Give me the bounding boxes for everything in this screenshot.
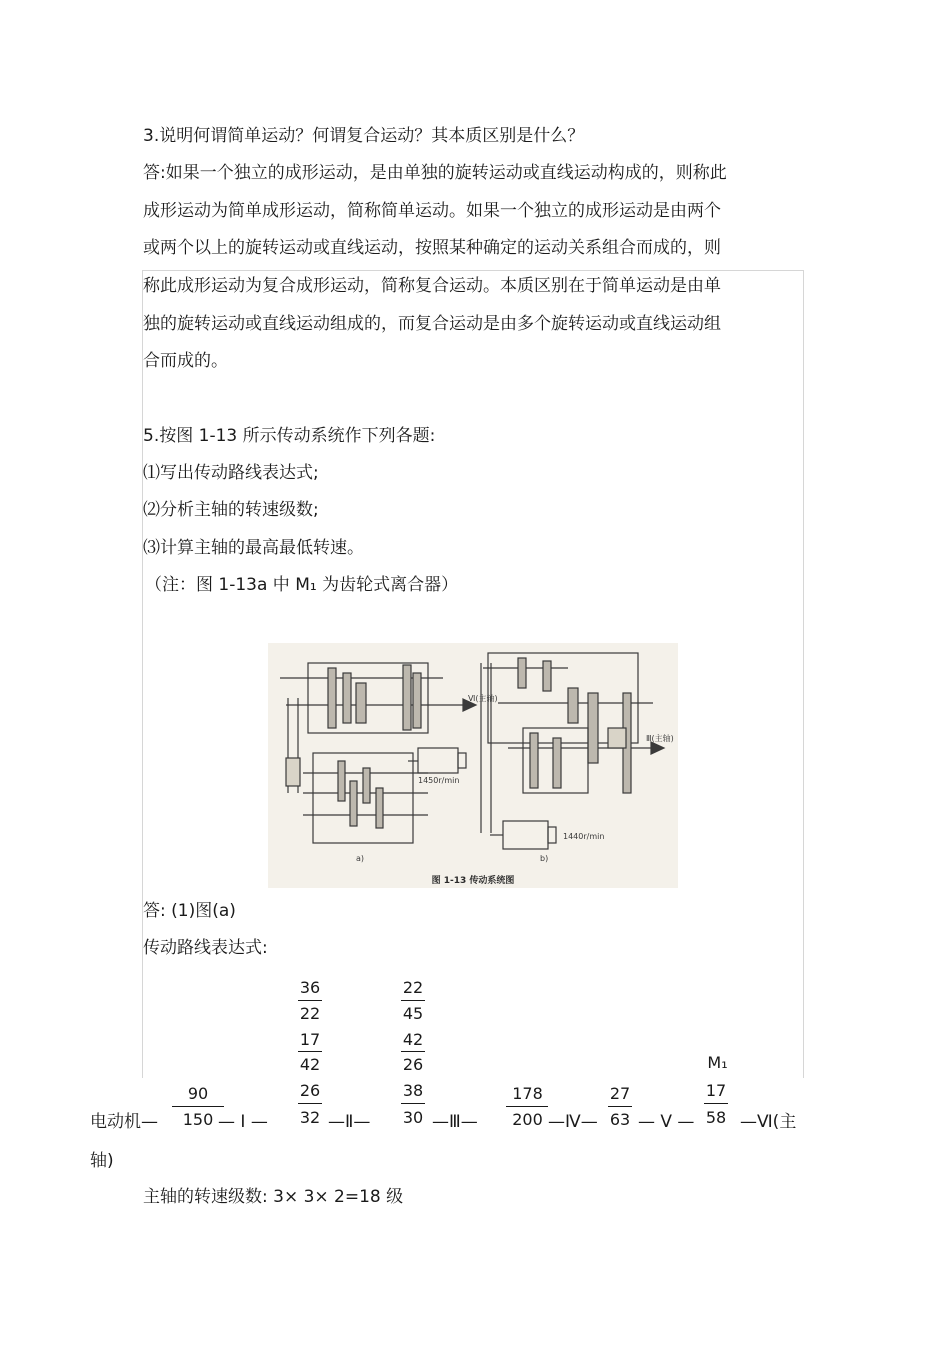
q5-item: ⑴写出传动路线表达式; <box>143 463 319 483</box>
transmission-diagram-figure <box>268 643 678 888</box>
motor-a <box>418 748 458 773</box>
ratio-group1-value: 36 <box>299 978 321 997</box>
ratio-belt-bar <box>172 1106 224 1107</box>
ratio-group1-bar <box>298 1103 322 1104</box>
chain-shaft-ii: —Ⅱ— <box>328 1112 371 1132</box>
chain-shaft-vi: —Ⅵ(主 <box>740 1112 797 1132</box>
q5-item: ⑵分析主轴的转速级数; <box>143 500 319 520</box>
ratio-group2-value: 30 <box>402 1108 424 1127</box>
ratio-group1-value: 42 <box>299 1055 321 1074</box>
chain-start: 电动机— <box>90 1112 158 1132</box>
ratio-group1-bar <box>298 1000 322 1001</box>
ratio-vi-bar <box>704 1103 728 1104</box>
q3-answer-line: 成形运动为简单成形运动，简称简单运动。如果一个独立的成形运动是由两个 <box>143 201 721 221</box>
chain-shaft-i: — Ⅰ — <box>218 1112 268 1132</box>
answer-head: 答: (1)图(a) <box>143 901 236 921</box>
motor-b <box>503 821 548 849</box>
spindle-label-b: Ⅲ(主轴) <box>646 734 674 743</box>
motor-speed-label-b: 1440r/min <box>563 832 605 841</box>
q5-question: 5.按图 1-13 所示传动系统作下列各题: <box>143 426 436 446</box>
ratio-group2-value: 45 <box>402 1004 424 1023</box>
frame-right-line <box>803 270 804 1078</box>
q3-answer-line: 或两个以上的旋转运动或直线运动，按照某种确定的运动关系组合而成的，则 <box>143 238 721 258</box>
ratio-group2-value: 42 <box>402 1030 424 1049</box>
clutch-m1-label: M₁ <box>707 1053 728 1072</box>
ratio-iv-numerator: 178 <box>512 1084 543 1103</box>
q5-note: （注：图 1-13a 中 M₁ 为齿轮式离合器） <box>145 575 459 595</box>
q3-answer-line: 独的旋转运动或直线运动组成的，而复合运动是由多个旋转运动或直线运动组 <box>143 314 721 334</box>
ratio-group2-value: 38 <box>402 1081 424 1100</box>
speed-count: 主轴的转速级数: 3× 3× 2=18 级 <box>143 1187 404 1207</box>
ratio-v-numerator: 27 <box>609 1084 631 1103</box>
ratio-group1-value: 17 <box>299 1030 321 1049</box>
transmission-diagram <box>268 643 678 888</box>
ratio-v-denominator: 63 <box>609 1110 631 1129</box>
chain-shaft-iv: —Ⅳ— <box>548 1112 598 1132</box>
route-label: 传动路线表达式: <box>143 938 268 958</box>
ratio-iv-bar <box>506 1106 548 1107</box>
q3-question: 3.说明何谓简单运动？何谓复合运动？其本质区别是什么？ <box>143 126 585 146</box>
ratio-group2-bar <box>401 1000 425 1001</box>
ratio-group1-value: 32 <box>299 1108 321 1127</box>
ratio-group2-value: 26 <box>402 1055 424 1074</box>
ratio-group2-bar <box>401 1103 425 1104</box>
chain-end: 轴) <box>90 1151 114 1171</box>
chain-shaft-iii: —Ⅲ— <box>432 1112 478 1132</box>
ratio-belt-denominator: 150 <box>182 1110 214 1129</box>
ratio-group2-value: 22 <box>402 978 424 997</box>
ratio-iv-denominator: 200 <box>512 1110 543 1129</box>
ratio-vi-numerator: 17 <box>705 1081 727 1100</box>
chain-shaft-v: — Ⅴ — <box>638 1112 695 1132</box>
ratio-group2-bar <box>401 1051 425 1052</box>
figure-label-b: b) <box>540 854 549 863</box>
ratio-group1-value: 22 <box>299 1004 321 1023</box>
ratio-group1-bar <box>298 1051 322 1052</box>
q3-answer-line: 合而成的。 <box>143 351 228 371</box>
figure-label-a: a) <box>356 854 365 863</box>
ratio-vi-denominator: 58 <box>705 1108 727 1127</box>
q3-answer-line: 称此成形运动为复合成形运动，简称复合运动。本质区别在于简单运动是由单 <box>143 276 721 296</box>
frame-top-line <box>142 270 804 271</box>
ratio-group1-value: 26 <box>299 1081 321 1100</box>
spindle-label-a: Ⅵ(主轴) <box>468 694 498 703</box>
ratio-v-bar <box>608 1106 632 1107</box>
q3-answer-line: 答:如果一个独立的成形运动，是由单独的旋转运动或直线运动构成的，则称此 <box>143 163 727 183</box>
motor-speed-label-a: 1450r/min <box>418 776 460 785</box>
figure-caption: 图 1-13 传动系统图 <box>431 876 515 886</box>
q5-item: ⑶计算主轴的最高最低转速。 <box>143 538 364 558</box>
ratio-belt-numerator: 90 <box>187 1084 209 1103</box>
